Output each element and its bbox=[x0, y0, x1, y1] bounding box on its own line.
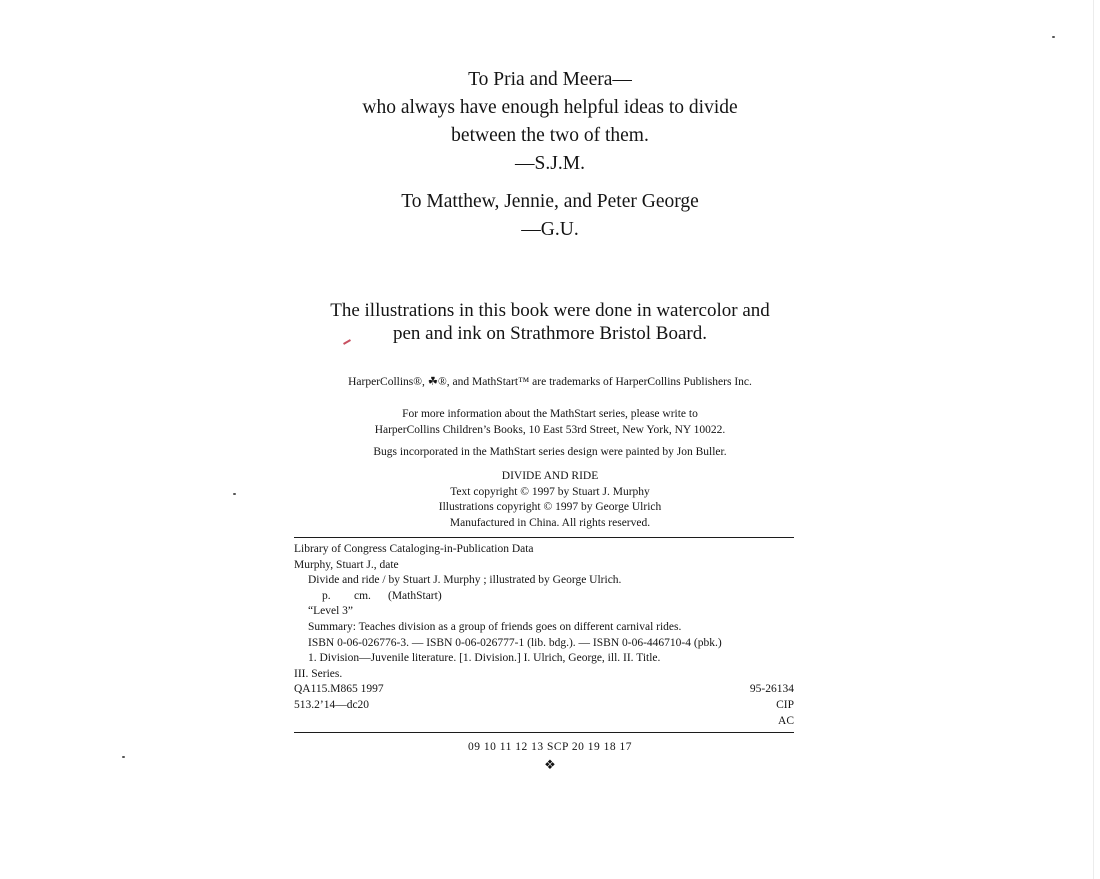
cip-series: III. Series. bbox=[294, 667, 343, 680]
cip-isbn: ISBN 0-06-026776-3. — ISBN 0-06-026777-1 (lib. bdg.). — ISBN 0-06-446710-4 (pbk.) bbox=[308, 636, 722, 649]
more-info-line: For more information about the MathStart series, please write to bbox=[402, 408, 698, 420]
dedication-line: To Matthew, Jennie, and Peter George bbox=[401, 191, 699, 212]
cip-dewey-row bbox=[294, 698, 794, 714]
cip-ac: AC bbox=[778, 714, 794, 727]
more-info-line: HarperCollins Children’s Books, 10 East 53rd Street, New York, NY 10022. bbox=[374, 424, 726, 436]
cip-ac-row bbox=[294, 714, 794, 730]
cip-series-paren: (MathStart) bbox=[388, 589, 442, 602]
scan-speck bbox=[1052, 36, 1055, 38]
dedication-signature: —S.J.M. bbox=[515, 153, 585, 174]
bugs-note: Bugs incorporated in the MathStart series design were painted by Jon Buller. bbox=[373, 446, 727, 458]
dedication-line: To Pria and Meera— bbox=[468, 69, 632, 90]
cip-title: Divide and ride / by Stuart J. Murphy ; illustrated by George Ulrich. bbox=[308, 574, 622, 587]
illustration-note-line: The illustrations in this book were done in watercolor and bbox=[330, 300, 770, 321]
dedication bbox=[0, 66, 1100, 244]
copyright-block bbox=[0, 469, 1100, 531]
more-info bbox=[0, 406, 1100, 438]
cip-level: “Level 3” bbox=[308, 605, 354, 618]
cip-call-number: QA115.M865 1997 bbox=[294, 683, 384, 696]
illustration-note bbox=[0, 299, 1100, 345]
book-title: DIVIDE AND RIDE bbox=[501, 470, 599, 482]
cip-top-rule bbox=[294, 537, 794, 538]
trademarks-notice: HarperCollins®, ☘®, and MathStart™ are trademarks of HarperCollins Publishers Inc. bbox=[348, 376, 752, 388]
copyright-line: Illustrations copyright © 1997 by George Ulrich bbox=[438, 501, 662, 513]
cip-data bbox=[294, 542, 794, 729]
print-line: 09 10 11 12 13 SCP 20 19 18 17 bbox=[468, 741, 632, 753]
cip-bottom-rule bbox=[294, 732, 794, 733]
cip-label: CIP bbox=[776, 698, 794, 711]
dedication-line: between the two of them. bbox=[451, 125, 649, 146]
cip-header: Library of Congress Cataloging-in-Publication Data bbox=[294, 543, 534, 555]
copyright-line: Text copyright © 1997 by Stuart J. Murphy bbox=[450, 485, 650, 498]
cip-physical bbox=[294, 589, 794, 605]
cip-call-row bbox=[294, 682, 794, 698]
cip-author: Murphy, Stuart J., date bbox=[294, 558, 399, 571]
dedication-line: who always have enough helpful ideas to divide bbox=[362, 97, 738, 118]
illustration-note-line: pen and ink on Strathmore Bristol Board. bbox=[393, 323, 707, 344]
colophon-ornament: ❖ bbox=[544, 757, 556, 772]
cip-lccn: 95-26134 bbox=[749, 683, 794, 696]
copyright-line: Manufactured in China. All rights reserved. bbox=[449, 516, 651, 529]
cip-dewey: 513.2’14—dc20 bbox=[294, 698, 370, 711]
cip-summary: Summary: Teaches division as a group of friends goes on different carnival rides. bbox=[308, 620, 682, 633]
dedication-signature: —G.U. bbox=[521, 219, 579, 240]
cip-subjects: 1. Division—Juvenile literature. [1. Division.] I. Ulrich, George, ill. II. Title. bbox=[308, 652, 661, 665]
cip-cm: cm. bbox=[354, 589, 371, 602]
cip-p: p. bbox=[322, 589, 331, 602]
